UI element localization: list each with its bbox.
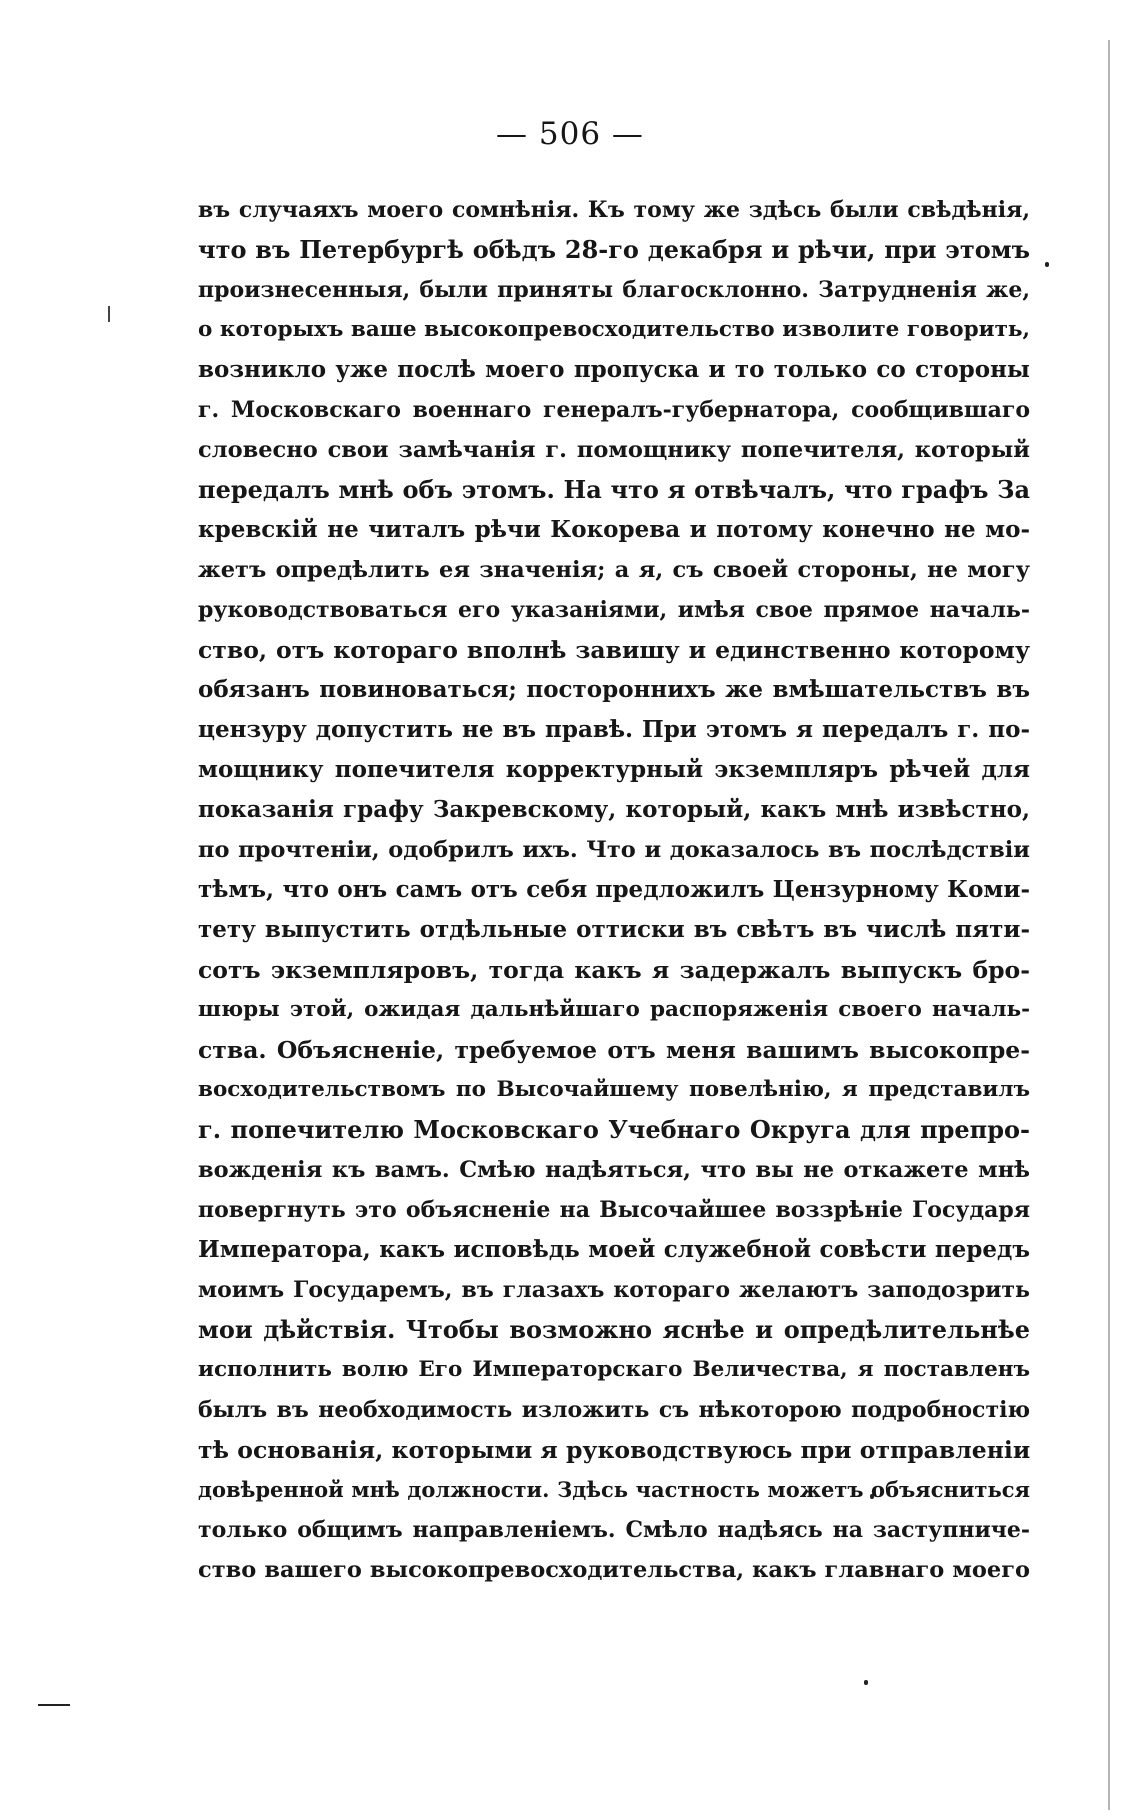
text-line: что въ Петербургѣ обѣдъ 28-го декабря и рѣчи, при этомъ (198, 235, 1030, 264)
text-line: Императора, какъ исповѣдь моей служебной совѣсти передъ (198, 1236, 1030, 1263)
text-line: ство вашего высокопревосходительства, какъ главнаго моего (198, 1557, 1030, 1583)
text-line: исполнить волю Его Императорскаго Величества, я поставленъ (198, 1357, 1030, 1382)
text-line: руководствоваться его указаніями, имѣя свое прямое началь- (198, 597, 1030, 623)
text-line: былъ въ необходимость изложить съ нѣкоторою подробностію (198, 1397, 1030, 1423)
text-line: произнесенныя, были приняты благосклонно. Затрудненія же, (198, 277, 1030, 303)
text-line: ство, отъ котораго вполнѣ завишу и единственно которому (198, 636, 1030, 664)
text-line: тету выпустить отдѣльные оттиски въ свѣтъ въ числѣ пяти- (198, 916, 1030, 943)
text-line: ства. Объясненіе, требуемое отъ меня вашимъ высокопре- (198, 1036, 1030, 1064)
text-line: обязанъ повиноваться; постороннихъ же вмѣшательствъ въ (198, 676, 1030, 703)
text-line: только общимъ направленіемъ. Смѣло надѣясь на заступниче- (198, 1517, 1030, 1543)
body-text (198, 190, 1030, 1590)
page-number: — 506 — (496, 116, 644, 152)
scan-mark-left (38, 1704, 70, 1706)
text-line: г. Московскаго военнаго генералъ-губернатора, сообщившаго (198, 397, 1030, 423)
scan-dot (864, 1680, 868, 1685)
text-line: показанія графу Закревскому, который, какъ мнѣ извѣстно, (198, 796, 1030, 823)
text-line: мощнику попечителя корректурный экземпляръ рѣчей для (198, 756, 1030, 783)
text-line: мои дѣйствія. Чтобы возможно яснѣе и опредѣлительнѣе (198, 1315, 1030, 1344)
text-line: кревскій не читалъ рѣчи Кокорева и потому конечно не мо- (198, 516, 1030, 543)
text-line: о которыхъ ваше высокопревосходительство изволите говорить, (198, 317, 1030, 342)
text-line: жетъ опредѣлить ея значенія; а я, съ своей стороны, не могу (198, 557, 1030, 583)
text-line: по прочтеніи, одобрилъ ихъ. Что и доказалось въ послѣдствіи (198, 837, 1030, 863)
text-line: тѣмъ, что онъ самъ отъ себя предложилъ Цензурному Коми- (198, 876, 1030, 903)
page-right-edge-rule (1108, 40, 1110, 1810)
text-line: передалъ мнѣ объ этомъ. На что я отвѣчалъ, что графъ За (198, 475, 1030, 504)
text-line: повергнуть это объясненіе на Высочайшее воззрѣніе Государя (198, 1197, 1030, 1223)
text-line: шюры этой, ожидая дальнѣйшаго распоряженія своего началь- (198, 997, 1030, 1022)
scan-tick-left (108, 306, 110, 322)
text-line: возникло уже послѣ моего пропуска и то только со стороны (198, 356, 1030, 383)
text-line: г. попечителю Московскаго Учебнаго Округа для препро- (198, 1115, 1030, 1144)
text-line: словесно свои замѣчанія г. помощнику попечителя, который (198, 437, 1030, 463)
scan-dot (1045, 262, 1049, 267)
text-line: цензуру допустить не въ правѣ. При этомъ я передалъ г. по- (198, 716, 1030, 743)
text-line: вожденія къ вамъ. Смѣю надѣяться, что вы не откажете мнѣ (198, 1157, 1030, 1183)
text-line: тѣ основанія, которыми я руководствуюсь при отправленіи (198, 1436, 1030, 1464)
text-line: восходительствомъ по Высочайшему повелѣнію, я представилъ (198, 1077, 1030, 1102)
text-line: моимъ Государемъ, въ глазахъ котораго желаютъ заподозрить (198, 1277, 1030, 1303)
text-line: сотъ экземпляровъ, тогда какъ я задержалъ выпускъ бро- (198, 956, 1030, 984)
text-line: довѣренной мнѣ должности. Здѣсь частность можетъ объясниться (198, 1477, 1030, 1502)
text-line: въ случаяхъ моего сомнѣнія. Къ тому же здѣсь были свѣдѣнія, (198, 197, 1030, 223)
